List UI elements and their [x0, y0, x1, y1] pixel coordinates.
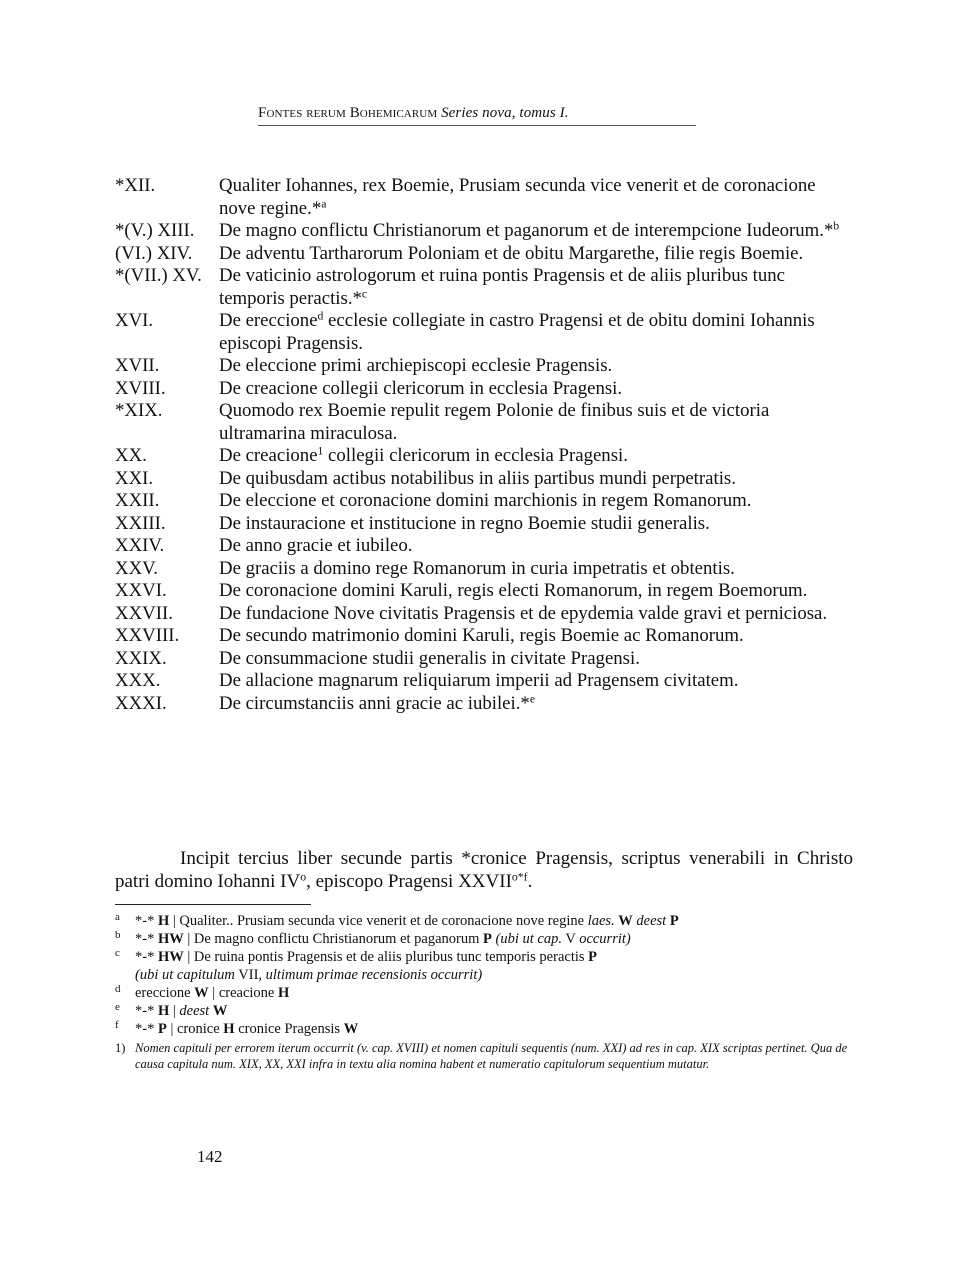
footnote-text: ereccione — [135, 985, 191, 1001]
footnote-remark: deest — [179, 1003, 210, 1019]
chapter-title-text: De magno conflictu Christianorum et paganorum et de interempcione Iudeorum.* — [219, 220, 834, 241]
siglum: H — [223, 1021, 235, 1037]
incipit-sup-1: o — [300, 870, 307, 884]
chapter-title-text: De instauracione et institucione in regno Boemie studii generalis. — [219, 512, 710, 534]
chapter-title — [219, 445, 855, 468]
chapter-entry — [115, 558, 855, 581]
incipit-mid: , episcopo Pragensi XXVII — [306, 871, 512, 892]
chapter-title-text: De creacione collegii clericorum in ecclesia Pragensi. — [219, 377, 623, 399]
siglum: HW — [157, 931, 184, 947]
footnote-remark: (ubi ut capitulum — [135, 967, 235, 983]
footnote-mark: f — [115, 1019, 119, 1031]
footnote-text: | Qualiter.. Prusiam secunda vice venerit et de coronacione nove regine — [172, 913, 585, 929]
footnote-text: cronice Pragensis — [238, 1021, 341, 1037]
chapter-title — [219, 513, 855, 536]
chapter-number: XXV. — [115, 557, 158, 579]
incipit-text: Incipit tercius liber secunde partis *cronice Pragensis, scriptus venerabili in Christo patri domino Iohanni IV — [115, 848, 853, 892]
chapter-title-text: De eleccione et coronacione domini marchionis in regem Romanorum. — [219, 490, 752, 511]
chapter-entry — [115, 513, 855, 536]
chapter-title — [219, 693, 855, 716]
chapter-title-text: De secundo matrimonio domini Karuli, regis Boemie ac Romanorum. — [219, 625, 744, 646]
chapter-title-text: De allacione magnarum reliquiarum imperii ad Pragensem civitatem. — [219, 670, 739, 691]
footnote-ref: c — [361, 287, 368, 301]
chapter-title — [219, 490, 855, 513]
chapter-entry — [115, 400, 855, 445]
chapter-title — [219, 670, 855, 693]
footnote-remark: ultimum primae recensionis occurrit) — [265, 967, 483, 983]
chapter-title-text: ecclesie collegiate in castro Pragensi et de obitu domini Iohannis episcopi Pragensis. — [219, 310, 815, 354]
chapter-entry — [115, 693, 855, 716]
chapter-entry — [115, 220, 855, 243]
chapter-title — [219, 400, 855, 445]
footnote-ref: d — [317, 309, 324, 323]
chapter-entry — [115, 265, 855, 310]
chapter-title-text: Qualiter Iohannes, rex Boemie, Prusiam secunda vice venerit et de coronacione nove regine.* — [219, 175, 816, 219]
chapter-number: *(V.) XIII. — [115, 220, 195, 241]
chapter-number: XXXI. — [115, 692, 167, 714]
chapter-title-text: De coronacione domini Karuli, regis electi Romanorum, in regem Boemorum. — [219, 580, 808, 601]
chapter-title-text: De circumstanciis anni gracie ac iubilei.* — [219, 692, 530, 714]
incipit-sup-2: o*f — [511, 870, 528, 884]
chapter-number: *XIX. — [115, 400, 163, 421]
footnote-c — [115, 948, 853, 984]
chapter-number: *XII. — [115, 175, 156, 196]
chapter-entry — [115, 243, 855, 266]
chapter-title-text: Quomodo rex Boemie repulit regem Polonie de finibus suis et de victoria ultramarina miraculosa. — [219, 400, 770, 444]
footnote-mark: a — [115, 911, 120, 923]
siglum: P — [669, 913, 679, 929]
footnote-text: | cronice — [170, 1021, 220, 1037]
footnotes — [115, 912, 853, 1072]
chapter-number: XXIV. — [115, 535, 165, 556]
page-number: 142 — [197, 1147, 223, 1166]
chapter-title — [219, 243, 855, 266]
chapter-title — [219, 535, 855, 558]
siglum: P — [483, 931, 492, 947]
chapter-number: XXI. — [115, 467, 154, 489]
chapter-title — [219, 603, 855, 626]
chapter-title — [219, 310, 855, 355]
chapter-number: XXVIII. — [115, 625, 180, 646]
chapter-entry — [115, 355, 855, 378]
chapter-number: (VI.) XIV. — [115, 242, 193, 264]
siglum: HW — [157, 949, 184, 965]
footnote-remark: deest — [636, 913, 667, 929]
footnote-text: | — [172, 1003, 176, 1019]
footnote-ref: 1 — [317, 444, 324, 458]
chapter-number: XXVI. — [115, 580, 167, 601]
chapter-title — [219, 625, 855, 648]
chapter-title-text: De graciis a domino rege Romanorum in curia impetratis et obtentis. — [219, 557, 735, 579]
footnote-text: *-* — [135, 1003, 155, 1019]
siglum: W — [618, 913, 633, 929]
footnote-mark: c — [115, 947, 120, 959]
chapter-number: XX. — [115, 445, 147, 466]
footnote-a — [115, 912, 853, 930]
footnote-text: *-* — [135, 949, 155, 965]
footnote-mark: e — [115, 1001, 120, 1013]
footnote-ref: e — [529, 692, 535, 706]
siglum: P — [588, 949, 598, 965]
footnote-text: | creacione — [212, 985, 275, 1001]
footnote-mark: b — [115, 929, 121, 941]
chapter-number: *(VII.) XV. — [115, 265, 202, 286]
running-header — [258, 105, 696, 126]
chapter-number: XXVII. — [115, 602, 173, 624]
chapter-entry — [115, 175, 855, 220]
footnote-remark: laes. — [587, 913, 615, 929]
chapter-title-text: De ereccione — [219, 310, 318, 331]
footnote-remark: occurrit) — [579, 931, 631, 947]
footnote-rule — [115, 904, 311, 905]
footnote-mark: 1) — [115, 1041, 126, 1055]
footnote-1 — [115, 1040, 853, 1072]
chapter-title-text: collegii clericorum in ecclesia Pragensi. — [323, 445, 628, 466]
siglum: H — [157, 1003, 170, 1019]
footnote-text: | De magno conflictu Christianorum et paganorum — [187, 931, 480, 947]
chapter-list — [115, 175, 855, 715]
footnote-text: *-* — [135, 931, 155, 947]
chapter-entry — [115, 310, 855, 355]
footnote-remark: (ubi ut cap. — [495, 931, 562, 947]
chapter-title — [219, 220, 855, 243]
footnote-text: V — [565, 931, 576, 947]
chapter-title-text: De anno gracie et iubileo. — [219, 535, 413, 556]
chapter-title — [219, 580, 855, 603]
incipit-end: . — [527, 871, 533, 892]
footnote-text: *-* — [135, 913, 155, 929]
chapter-entry — [115, 490, 855, 513]
footnote-text: Nomen capituli per errorem iterum occurrit (v. cap. XVIII) et nomen capituli sequentis (num. XXI) ad res in cap. XIX scriptas pertinet. Qua de causa capitula num. XIX, XX, XXI infra in textu alia nomina habent et numeratio capitulorum sequentium mutatur. — [135, 1041, 848, 1071]
chapter-entry — [115, 625, 855, 648]
chapter-title-text: De creacione — [219, 445, 318, 466]
chapter-entry — [115, 445, 855, 468]
chapter-title-text: De fundacione Nove civitatis Pragensis et de epydemia valde gravi et perniciosa. — [219, 602, 828, 624]
footnote-text: VII, — [238, 967, 263, 983]
footnote-b — [115, 930, 853, 948]
footnote-text: *-* — [135, 1021, 155, 1037]
chapter-entry — [115, 580, 855, 603]
chapter-title — [219, 378, 855, 401]
chapter-title-text: De quibusdam actibus notabilibus in aliis partibus mundi perpetratis. — [219, 467, 736, 489]
chapter-entry — [115, 603, 855, 626]
footnote-mark: d — [115, 983, 121, 995]
siglum: H — [157, 913, 170, 929]
chapter-title-text: De consummacione studii generalis in civitate Pragensi. — [219, 647, 640, 669]
footnote-f — [115, 1020, 853, 1038]
chapter-title — [219, 648, 855, 671]
chapter-entry — [115, 670, 855, 693]
chapter-number: XVII. — [115, 355, 160, 376]
chapter-entry — [115, 468, 855, 491]
footnote-ref: b — [833, 219, 840, 233]
chapter-number: XVI. — [115, 310, 154, 331]
chapter-entry — [115, 535, 855, 558]
siglum: P — [157, 1021, 167, 1037]
chapter-title — [219, 355, 855, 378]
footnote-text: | De ruina pontis Pragensis et de aliis pluribus tunc temporis peractis — [187, 949, 585, 965]
chapter-number: XVIII. — [115, 377, 166, 399]
footnote-ref: a — [321, 197, 327, 211]
footnote-e — [115, 1002, 853, 1020]
chapter-title-text: De eleccione primi archiepiscopi ecclesie Pragensis. — [219, 355, 613, 376]
chapter-title — [219, 468, 855, 491]
chapter-entry — [115, 648, 855, 671]
chapter-title-text: De vaticinio astrologorum et ruina pontis Pragensis et de aliis pluribus tunc temporis peractis.* — [219, 265, 785, 309]
siglum: W — [194, 985, 209, 1001]
chapter-title-text: De adventu Tartharorum Poloniam et de obitu Margarethe, filie regis Boemie. — [219, 242, 804, 264]
siglum: W — [212, 1003, 228, 1019]
chapter-title — [219, 558, 855, 581]
siglum: H — [278, 985, 290, 1001]
chapter-number: XXIII. — [115, 512, 166, 534]
incipit-paragraph — [115, 847, 853, 893]
chapter-entry — [115, 378, 855, 401]
chapter-number: XXII. — [115, 490, 160, 511]
chapter-title — [219, 265, 855, 310]
volume-title: Series nova, tomus I. — [441, 105, 569, 121]
siglum: W — [343, 1021, 359, 1037]
footnote-d — [115, 984, 853, 1002]
chapter-title — [219, 175, 855, 220]
chapter-number: XXX. — [115, 670, 161, 691]
series-name: Fontes rerum Bohemicarum — [258, 105, 438, 121]
chapter-number: XXIX. — [115, 647, 167, 669]
